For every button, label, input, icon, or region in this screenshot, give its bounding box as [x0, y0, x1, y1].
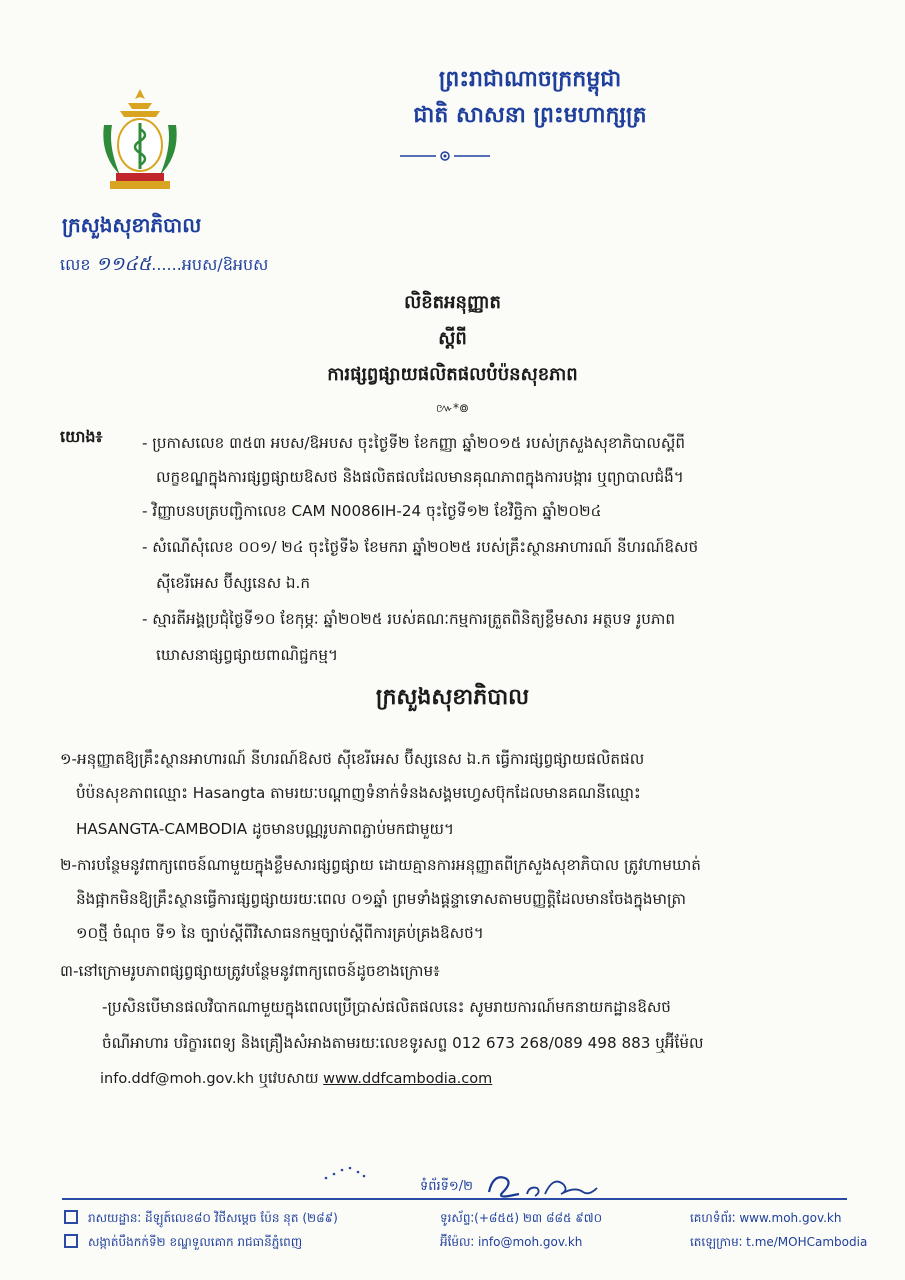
letter-title: លិខិតអនុញ្ញាត: [404, 292, 501, 313]
clause-3-line-3: ចំណីអាហារ បរិក្ខារពេទ្យ និងគ្រឿងសំអាងតាមរយៈលេខទូរសព្ទ 012 673 268/089 498 883 ឬអ៊ីម៉ែល: [102, 1034, 704, 1052]
footer-website[interactable]: គេហទំព័រៈ www.moh.gov.kh: [690, 1211, 842, 1225]
ministry-heading: ក្រសួងសុខាភិបាល: [375, 684, 530, 710]
clause-1-line-1: ១-អនុញ្ញាតឱ្យគ្រឹះស្ថានអាហារណ៍ នីហរណ៍ឱសថ ស៊ីខេរីអេស ប៊ីស្សនេស ឯ.ក ធ្វើការផ្សព្វផ្សាយផលិតផល: [60, 750, 645, 768]
reference-line-2: លក្ខខណ្ឌក្នុងការផ្សព្វផ្សាយឱសថ និងផលិតផលដែលមានគុណភាពក្នុងការបង្ការ ឬព្យាបាលជំងឺ។: [156, 468, 684, 486]
clause-1-line-3: HASANGTA-CAMBODIA ដូចមានបណ្ណរូបភាពភ្ជាប់មកជាមួយ។: [76, 820, 455, 838]
title-ornament: ៚*៙: [436, 401, 469, 415]
ministry-logo-icon: [90, 85, 190, 195]
references-label: យោង៖: [60, 427, 103, 446]
page-number: ទំព័រទី១/២: [420, 1179, 473, 1194]
reference-line-3: - វិញ្ញាបនបត្របញ្ជិកាលេខ CAM N0086IH-24 ចុះថ្ងៃទី១២ ខែវិច្ឆិកា ឆ្នាំ២០២៤: [142, 502, 602, 520]
qr-code-icon: [64, 1210, 78, 1224]
ddf-website-link[interactable]: www.ddfcambodia.com: [323, 1071, 493, 1087]
kingdom-title: ព្រះរាជាណាចក្រកម្ពុជា: [438, 66, 622, 92]
letter-subject: ការផ្សព្វផ្សាយផលិតផលបំប៉នសុខភាព: [327, 364, 578, 385]
reference-line-1: - ប្រកាសលេខ ៣៥៣ អបស/ឱអបស ចុះថ្ងៃទី២ ខែកញ្ញា ឆ្នាំ២០១៥ របស់ក្រសួងសុខាភិបាលស្តីពី: [142, 434, 685, 452]
clause-1-line-2: បំប៉នសុខភាពឈ្មោះ Hasangta តាមរយៈបណ្តាញទំនាក់ទំនងសង្គមហ្វេសប៊ុកដែលមានគណនីឈ្មោះ: [76, 784, 641, 802]
reference-line-7: ឃោសនាផ្សព្វផ្សាយពាណិជ្ជកម្ម។: [156, 646, 338, 664]
clause-3-line-2: -ប្រសិនបើមានផលវិបាកណាមួយក្នុងពេលប្រើប្រាស់ផលិតផលនេះ សូមរាយការណ៍មកនាយកដ្ឋានឱសថ: [102, 998, 671, 1016]
stamp-dots-icon: [318, 1160, 378, 1184]
reference-suffix: ......អបស/ឱអបស: [151, 255, 269, 274]
footer-address-line-2: សង្កាត់បឹងកក់ទី២ ខណ្ឌទួលគោក រាជធានីភ្នំពេញ: [88, 1235, 303, 1249]
clause-2-line-1: ២-ការបន្ថែមនូវពាក្យពេចន៍ណាមួយក្នុងខ្លឹមសារផ្សព្វផ្សាយ ដោយគ្មានការអនុញ្ញាតពីក្រសួងសុខាភិបាល ត្រូវហាមឃាត់: [60, 856, 701, 874]
reference-prefix: លេខ: [60, 255, 91, 274]
footer-email[interactable]: អ៊ីម៉ែលៈ info@moh.gov.kh: [440, 1235, 583, 1249]
footer-divider: [62, 1198, 847, 1200]
qr-code-icon: [64, 1234, 78, 1248]
clause-2-line-3: ១០ថ្មី ចំណុច ទី១ នៃ ច្បាប់ស្តីពីវិសោធនកម្មច្បាប់ស្តីពីការគ្រប់គ្រងឱសថ។: [76, 924, 484, 942]
clause-3-line-4: [100, 1062, 860, 1096]
clause-3-line-1: ៣-នៅក្រោមរូបភាពផ្សព្វផ្សាយត្រូវបន្ថែមនូវពាក្យពេចន៍ដូចខាងក្រោម៖: [60, 962, 440, 980]
reference-line-5: ស៊ីខេរីអេស ប៊ីស្សនេស ឯ.ក: [156, 574, 310, 592]
reference-number: [60, 252, 268, 280]
divider-ornament-icon: [400, 150, 490, 162]
clause-2-line-2: និងផ្អាកមិនឱ្យគ្រឹះស្ថានធ្វើការផ្សព្វផ្សាយរយៈពេល ០១ឆ្នាំ ព្រមទាំងផ្តន្ទាទោសតាមបញ្ញត្តិដែលមានចែងក្នុងមាត្រា: [76, 890, 686, 908]
reference-line-6: - ស្មារតីអង្គប្រជុំថ្ងៃទី១០ ខែកុម្ភៈ ឆ្នាំ២០២៥ របស់គណៈកម្មការត្រួតពិនិត្យខ្លឹមសារ អត្ថបទ រូបភាព: [142, 610, 676, 628]
initials-signature-icon: [483, 1168, 623, 1202]
ministry-name: ក្រសួងសុខាភិបាល: [62, 213, 202, 237]
website-connector-text: ឬវេបសាយ: [254, 1071, 324, 1087]
footer-phone: ទូរស័ព្ទៈ(+៨៥៥) ២៣ ៨៨៥ ៩៧០: [440, 1211, 603, 1225]
footer-telegram[interactable]: តេឡេក្រាមៈ t.me/MOHCambodia: [690, 1235, 868, 1249]
ddf-email-link[interactable]: info.ddf@moh.gov.kh: [100, 1071, 255, 1087]
footer-address-line-1: រាសយដ្ឋានៈ ដីឡូត៍លេខ៨០ វិថីសម្តេច ប៉ែន នុត (២៨៩): [88, 1211, 338, 1225]
letter-subtitle: ស្តីពី: [438, 328, 467, 349]
reference-handwritten-number: ១១៤៥: [95, 253, 152, 275]
reference-line-4: - សំណើសុំលេខ ០០១/ ២៤ ចុះថ្ងៃទី៦ ខែមករា ឆ្នាំ២០២៥ របស់គ្រឹះស្ថានអាហារណ៍ នីហរណ៍ឱសថ: [142, 538, 699, 556]
national-motto: ជាតិ សាសនា ព្រះមហាក្សត្រ: [413, 102, 647, 128]
